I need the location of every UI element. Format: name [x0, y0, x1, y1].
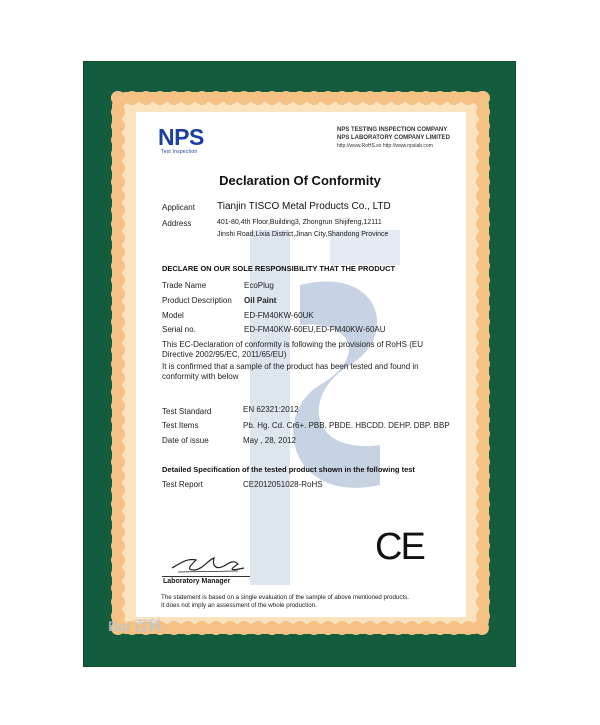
- footer-line-1: The statement is based on a single evaluation of the sample of above mentioned products.: [161, 594, 409, 601]
- model-label: Model: [162, 311, 184, 320]
- product-description-value: Oil Paint: [244, 296, 277, 305]
- test-items-value: Pb. Hg. Cd. Cr6+. PBB. PBDE. HBCDD. DEHP. DBP. BBP: [243, 421, 450, 430]
- company-name-1: NPS TESTING INSPECTION COMPANY: [337, 127, 448, 133]
- address-label: Address: [162, 219, 192, 228]
- footer-line-2: It does not imply an assessment of the whole production.: [161, 602, 317, 609]
- trade-name-label: Trade Name: [162, 281, 207, 290]
- ce-mark: CE: [375, 526, 424, 568]
- date-of-issue-label: Date of issue: [162, 436, 209, 445]
- statement-1-line-1: This EC-Declaration of conformity is following the provisions of RoHS (EU: [162, 340, 423, 349]
- model-value: ED-FM40KW-60UK: [244, 311, 314, 320]
- serial-value: ED-FM40KW-60EU,ED-FM40KW-60AU: [244, 325, 386, 334]
- test-standard-label: Test Standard: [162, 407, 212, 416]
- statement-2-line-2: conformity with below: [162, 372, 239, 381]
- date-of-issue-value: May , 28, 2012: [243, 436, 296, 445]
- address-line-1: 401-80,4th Floor,Building3, Zhongrun Shijifeng,12111: [217, 219, 382, 226]
- declare-heading: DECLARE ON OUR SOLE RESPONSIBILITY THAT THE PRODUCT: [162, 264, 396, 273]
- statement-2-line-1: It is confirmed that a sample of the product has been tested and found in: [162, 362, 419, 371]
- signature-line: [162, 576, 250, 577]
- statement-1-line-2: Directive 2002/95/EC, 2011/65/EU): [162, 350, 287, 359]
- test-report-value: CE2012051028-RoHS: [243, 480, 323, 489]
- applicant-value: Tianjin TISCO Metal Products Co., LTD: [217, 201, 391, 212]
- test-report-label: Test Report: [162, 480, 203, 489]
- nps-logo-subtitle: Test Inspection: [161, 149, 198, 155]
- product-description-label: Product Description: [162, 296, 232, 305]
- manager-signature: [168, 552, 248, 576]
- applicant-label: Applicant: [162, 203, 195, 212]
- signature-label: Laboratory Manager: [163, 578, 231, 585]
- trade-name-value: EcoPlug: [244, 281, 274, 290]
- test-items-label: Test Items: [162, 421, 199, 430]
- test-standard-value: EN 62321:2012: [243, 405, 299, 414]
- detail-heading: Detailed Specification of the tested product shown in the following test: [162, 465, 415, 474]
- nps-logo: NPS: [158, 124, 204, 150]
- page-title: Declaration Of Conformity: [219, 173, 381, 188]
- company-urls: http://www.RoHS.so http://www.npslab.com: [337, 143, 433, 149]
- address-line-2: Jinshi Road,Lixia District,Jinan City,Shandong Province: [217, 231, 389, 238]
- baidu-watermark: Bai 百科: [108, 618, 162, 634]
- serial-label: Serial no.: [162, 325, 196, 334]
- company-name-2: NPS LABORATORY COMPANY LIMITED: [337, 135, 450, 141]
